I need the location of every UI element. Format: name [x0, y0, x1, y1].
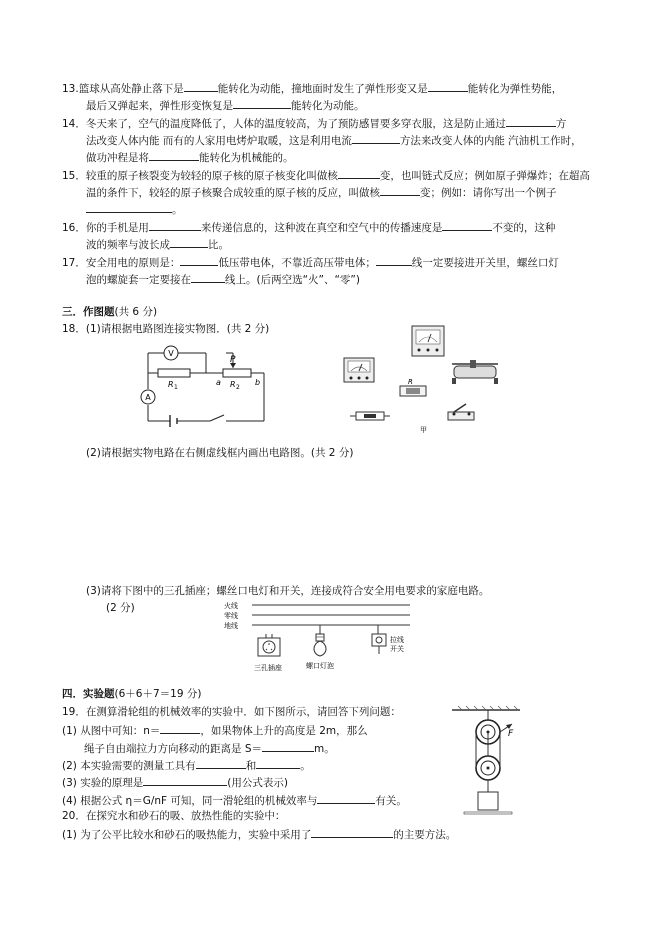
blank[interactable] [506, 115, 556, 127]
q13-line1: 13.篮球从高处静止落下是 能转化为动能，撞地面时发生了弹性形变又是 能转化为弹性势能， [62, 80, 562, 96]
resistor-device-icon [400, 378, 426, 396]
blank[interactable] [380, 184, 420, 196]
live-wire-label: 火线 [224, 602, 238, 610]
blank[interactable] [149, 149, 199, 161]
r2-subscript: 2 [236, 384, 240, 391]
lamp-label: 螺口灯泡 [306, 662, 334, 670]
r1-subscript: 1 [174, 384, 178, 391]
q14-line2: 法改变人体内能 而有的人家用电烤炉取暖，这是利用电流 方法来改变人体的内能 汽油机工作时， [86, 132, 582, 148]
ground-wire-label: 地线 [224, 622, 238, 630]
rheostat-icon [452, 360, 498, 384]
blank[interactable] [442, 219, 492, 231]
force-f-label: F [508, 729, 514, 739]
drawing-answer-area[interactable] [86, 470, 576, 570]
resistor-r-label: R [408, 378, 413, 386]
q19-part2: (2) 本实验需要的测量工具有 和 。 [62, 757, 311, 773]
section-4-heading: 四．实验题(6＋6＋7＝19 分) [62, 688, 202, 700]
q16-line2: 波的频率与波长成 比。 [86, 236, 229, 252]
blank[interactable] [180, 254, 218, 266]
blank[interactable] [338, 167, 380, 179]
q14-line3: 做功冲程是将 能转化为机械能的。 [86, 149, 294, 165]
q16-line1: 16．你的手机是用 来传递信息的，这种波在真空和空气中的传播速度是 不变的，这种 [62, 219, 555, 235]
blank[interactable] [428, 80, 468, 92]
figure-jia-label: 甲 [420, 426, 427, 434]
load-block-icon [478, 792, 498, 810]
r2-label: R [230, 380, 236, 389]
q19-stem: 19．在测算滑轮组的机械效率的实验中．如下图所示，请回答下列问题： [62, 706, 401, 718]
battery-device-icon [350, 412, 390, 420]
physical-components-figure [330, 322, 510, 432]
q15-line2: 温的条件下，较轻的原子核聚合成较重的原子核的反应，叫做核 变；例如：请你写出一个例子 [86, 184, 557, 200]
q19-part1-line2: 绳子自由端拉力方向移动的距离是 S＝ m。 [84, 740, 335, 756]
blank[interactable] [262, 740, 314, 752]
blank[interactable] [86, 201, 172, 213]
blank[interactable] [233, 97, 291, 109]
q20-part1: (1) 为了公平比较水和砂石的吸热能力，实验中采用了 的主要方法。 [62, 826, 456, 842]
blank[interactable] [196, 757, 246, 769]
blank[interactable] [170, 236, 208, 248]
terminal-b-label: b [255, 378, 261, 387]
blank[interactable] [160, 722, 200, 734]
slider-p-label: P [230, 355, 236, 365]
section-3-heading: 三．作图题(共 6 分) [62, 306, 158, 318]
terminal-a-label: a [216, 378, 221, 387]
household-wiring-diagram [224, 600, 424, 674]
switch-device-icon [448, 404, 474, 420]
pull-switch-icon[interactable] [372, 625, 386, 654]
q19-part4: (4) 根据公式 η＝G/nF 可知，同一滑轮组的机械效率与 有关。 [62, 792, 407, 808]
q15-line1: 15．较重的原子核裂变为较轻的原子核的原子核变化叫做核 变，也叫链式反应；例如原子弹爆炸；在超高 [62, 167, 590, 183]
q14-line1: 14．冬天来了，空气的温度降低了，人体的温度较高，为了预防感冒要多穿衣服，这是防止通过 方 [62, 115, 566, 131]
switch-label-1: 拉线 [390, 636, 404, 644]
blank[interactable] [317, 792, 375, 804]
blank[interactable] [143, 774, 227, 786]
socket-label: 三孔插座 [254, 664, 282, 672]
ammeter-device-icon [344, 358, 374, 382]
q18-part1: 18．(1)请根据电路图连接实物图．(共 2 分) [62, 323, 270, 335]
switch-label-2: 开关 [390, 645, 404, 653]
r1-label: R [168, 380, 174, 389]
circuit-diagram [128, 347, 278, 427]
ammeter-label: A [145, 393, 151, 402]
neutral-wire-label: 零线 [224, 612, 238, 620]
blank[interactable] [184, 80, 218, 92]
blank[interactable] [311, 826, 393, 838]
blank[interactable] [256, 757, 300, 769]
q20-stem: 20．在探究水和砂石的吸、放热性能的实验中： [62, 810, 286, 822]
q17-line1: 17．安全用电的原则是： 低压带电体，不靠近高压带电体； 线一定要接进开关里，螺丝口灯 [62, 254, 559, 270]
pulley-system-figure [452, 706, 524, 818]
blank[interactable] [376, 254, 412, 266]
blank[interactable] [191, 271, 225, 283]
q18-part2: (2)请根据实物电路在右侧虚线框内画出电路图。(共 2 分) [86, 447, 354, 459]
blank[interactable] [149, 219, 201, 231]
q17-line2: 泡的螺旋套一定要接在 线上。(后两空选“火”、“零”) [86, 271, 360, 287]
voltmeter-label: V [168, 349, 174, 358]
blank[interactable] [352, 132, 400, 144]
q15-line3: 。 [86, 201, 183, 217]
q19-part3: (3) 实验的原理是 (用公式表示) [62, 774, 288, 790]
q19-part1-line1: (1) 从图中可知：n＝ ，如果物体上升的高度是 2m，那么 [62, 722, 368, 738]
q13-line2: 最后又弹起来，弹性形变恢复是 能转化为动能。 [86, 97, 365, 113]
screw-lamp-icon[interactable] [314, 625, 326, 656]
q18-part3: (3)请将下图中的三孔插座；螺丝口电灯和开关，连接成符合安全用电要求的家庭电路。 [86, 585, 490, 597]
three-pin-socket-icon[interactable] [258, 634, 280, 656]
voltmeter-device-icon [412, 326, 444, 356]
q18-part3-score: (2 分) [106, 602, 135, 614]
